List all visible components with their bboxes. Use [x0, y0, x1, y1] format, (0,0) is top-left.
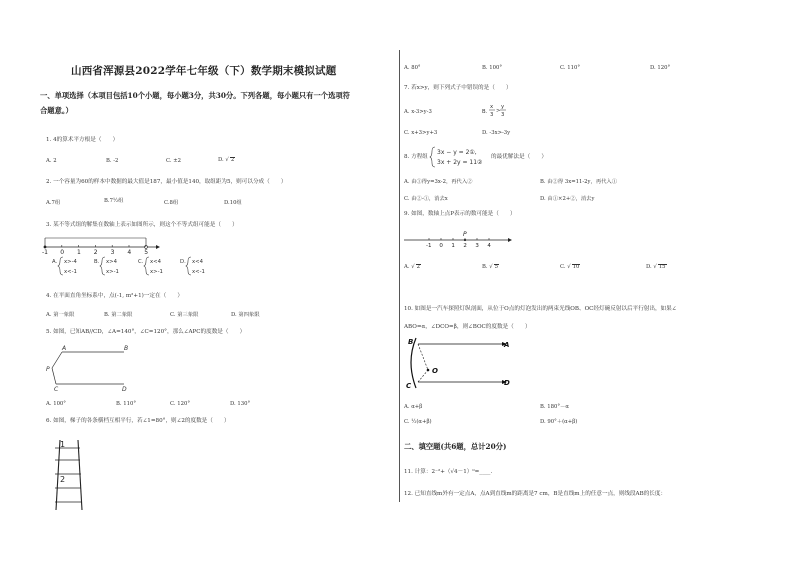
q3-number-line [44, 232, 164, 254]
q5-label-d: D [122, 386, 127, 393]
q10-label-c: C [406, 382, 412, 390]
q9-number-line [404, 230, 514, 252]
q10-label-o: O [432, 367, 438, 375]
q10-option-b: B. 180°－α [540, 404, 569, 410]
q8-option-c: C. 由②-①，消去x [404, 196, 448, 202]
q3-stem: 3. 某不等式组的解集在数轴上表示如图所示，则这个不等式组可能是（ ） [46, 222, 238, 228]
q7-option-b-num-x: x [490, 104, 494, 110]
q11-stem: 11. 计算：2⁻²+（√4－1）⁰=____. [404, 469, 493, 475]
q7-option-a: A. x-3>y-3 [404, 109, 432, 115]
q7-option-b-den-y: 3 [501, 112, 505, 118]
q9-option-b: B. √ 5 [482, 264, 499, 270]
q9-option-c-radicand: 10 [572, 264, 580, 270]
q3-option-c-letter: C. [138, 259, 144, 265]
q1-option-d: D. √ 2 [218, 157, 235, 163]
q8-option-d: D. 由①×2+②，消去y [540, 196, 595, 202]
q7-stem: 7. 若x>y，则下列式子中错误的是（ ） [404, 85, 512, 91]
q9-option-b-radicand: 5 [494, 264, 499, 270]
q4-stem: 4. 在平面直角坐标系中，点(-1, m²+1)一定在（ ） [46, 293, 183, 299]
q9-tick-label: 3 [475, 243, 479, 249]
q10-stem-line2: ABO=α，∠DCO=β，则∠BOC的度数是（ ） [404, 324, 531, 330]
q3-tick-label: 4 [127, 249, 132, 256]
q5-label-a: A [62, 345, 67, 352]
column-divider [399, 50, 400, 502]
q12-stem: 12. 已知直线m外有一定点A，点A到直线m的距离是7 cm，B是直线m上的任意一点，则线段AB的长度： [404, 491, 667, 497]
q3-option-d-line2: x<-1 [192, 269, 205, 275]
q10-label-b: B [408, 338, 414, 346]
q3-option-d-letter: D. [180, 259, 186, 265]
q9-stem: 9. 如图，数轴上点P表示的数可能是（ ） [404, 211, 516, 217]
q10-headlight-figure [402, 336, 522, 396]
q9-option-a-radicand: 2 [416, 264, 420, 270]
q5-option-b: B. 110° [116, 401, 137, 407]
q2-option-c: C.8组 [164, 200, 179, 206]
q3-tick-label: 3 [110, 249, 115, 256]
q7-option-b-letter: B. [482, 109, 488, 115]
q7-option-b-operator: > [496, 108, 501, 114]
q9-tick-label: 0 [439, 243, 443, 249]
q5-label-b: B [124, 345, 129, 352]
exam-title: 山西省浑源县2022学年七年级（下）数学期末模拟试题 [71, 65, 337, 77]
q3-tick-label: 5 [144, 249, 149, 256]
q1-stem: 1. 4的算术平方根是（ ） [46, 137, 119, 143]
q9-option-c: C. √ 10 [560, 264, 580, 270]
q6-option-a: A. 80° [404, 65, 421, 71]
q5-label-c: C [54, 386, 59, 393]
q10-option-a: A. α+β [404, 404, 423, 410]
q6-angle-1-label: 1 [60, 440, 66, 449]
q1-option-d-radicand: 2 [230, 157, 235, 163]
q10-stem-line1: 10. 如图是一汽车探照灯纵剖面，从位于O点的灯泡发出的两束光线OB、OC经灯碗反射以后平行射出，如果∠ [404, 306, 677, 312]
q3-option-c-line2: x>-1 [150, 269, 163, 275]
q7-option-b [482, 102, 522, 122]
q2-option-b: B.7½组 [104, 198, 124, 204]
q2-option-a: A.7组 [46, 200, 61, 206]
q8-stem-suffix: 的最优解法是（ ） [491, 154, 547, 160]
q5-figure [46, 344, 146, 393]
q9-option-b-prefix: B. [482, 264, 488, 270]
q3-tick-label: 1 [77, 249, 81, 256]
section1-header: 一、单项选择（本项目包括10个小题，每小题3分，共30分。下列各题，每小题只有一个选项符 [40, 91, 350, 100]
q9-option-c-prefix: C. [560, 264, 566, 270]
q3-option-b-letter: B. [94, 259, 100, 265]
q6-option-b: B. 100° [482, 65, 503, 71]
q8-option-b: B. 由②得 3x=11-2y，再代入① [540, 179, 618, 185]
q3-option-d-line1: x<4 [192, 259, 203, 265]
q9-option-a-prefix: A. [404, 264, 410, 270]
q9-option-a: A. √ 2 [404, 264, 420, 270]
q3-option-b-line2: x>-1 [106, 269, 119, 275]
q7-option-c: C. x+3>y+3 [404, 130, 438, 136]
q6-stem: 6. 如图，梯子的各条横档互相平行，若∠1=80°，则∠2的度数是（ ） [46, 418, 230, 424]
q9-tick-label: -1 [426, 243, 432, 249]
q6-ladder-figure [52, 438, 92, 514]
section1-header-cont: 合题意。） [40, 106, 73, 115]
q3-option-b-line1: x>4 [106, 259, 117, 265]
q3-option-c-line1: x<4 [150, 259, 161, 265]
section2-header: 二、填空题(共6题，总计20分) [404, 442, 507, 451]
q3-options [52, 256, 242, 282]
q6-option-d: D. 120° [650, 65, 671, 71]
q1-option-c: C. ±2 [166, 158, 182, 164]
q3-option-a-line1: x>-4 [64, 259, 77, 265]
q6-option-c: C. 110° [560, 65, 580, 71]
q10-label-a: A [504, 341, 510, 349]
q2-option-d: D.10组 [224, 200, 242, 206]
q9-tick-label: 1 [451, 243, 455, 249]
q9-tick-label: 4 [487, 243, 491, 249]
q4-option-d: D. 第四象限 [231, 312, 260, 318]
q1-option-b: B. -2 [106, 158, 119, 164]
q8-equation-1: 3x − y = 2①, [437, 149, 477, 156]
q7-option-b-num-y: y [501, 104, 505, 110]
q5-stem: 5. 如图，已知AB//CD，∠A=140°，∠C=120°，那么∠APC的度数是（ ） [46, 329, 246, 335]
q3-tick-label: -1 [42, 249, 48, 256]
q7-option-d: D. -3x>-3y [482, 130, 511, 136]
q5-option-c: C. 120° [170, 401, 190, 407]
q4-option-c: C. 第三象限 [170, 312, 199, 318]
q7-option-b-den-x: 3 [490, 112, 494, 118]
q5-option-a: A. 100° [46, 401, 66, 407]
q8-stem-prefix: 8. 方程组 [404, 154, 428, 160]
q8-option-a: A. 由①得y=3x-2，再代入② [404, 179, 473, 185]
q8-equation-2: 3x + 2y = 11② [437, 159, 483, 166]
q5-label-p: P [46, 366, 50, 373]
q9-option-d: D. √ 15 [646, 264, 666, 270]
q5-option-d: D. 130° [230, 401, 251, 407]
q3-option-a-line2: x<-1 [64, 269, 77, 275]
q8-equation-system [430, 146, 500, 168]
q6-angle-2-label: 2 [60, 475, 66, 484]
q3-option-a-letter: A. [52, 259, 58, 265]
q9-tick-label: 2 [463, 243, 467, 249]
q10-label-d: D [504, 379, 510, 387]
q10-option-c: C. ½(α+β) [404, 419, 432, 425]
q10-option-d: D. 90°＋(α+β) [540, 419, 578, 425]
q4-option-b: B. 第二象限 [104, 312, 133, 318]
q1-option-d-prefix: D. [218, 157, 224, 163]
q4-option-a: A. 第一象限 [46, 312, 75, 318]
q2-stem: 2. 一个容量为60的样本中数据的最大值是187，最小值是140，取组距为5，则可以分成（ ） [46, 179, 287, 185]
q9-option-d-prefix: D. [646, 264, 652, 270]
q1-option-a: A. 2 [46, 158, 57, 164]
q3-tick-label: 2 [93, 249, 98, 256]
q9-option-d-radicand: 15 [658, 264, 666, 270]
q3-tick-label: 0 [60, 249, 65, 256]
q9-point-p-label: P [463, 231, 467, 238]
